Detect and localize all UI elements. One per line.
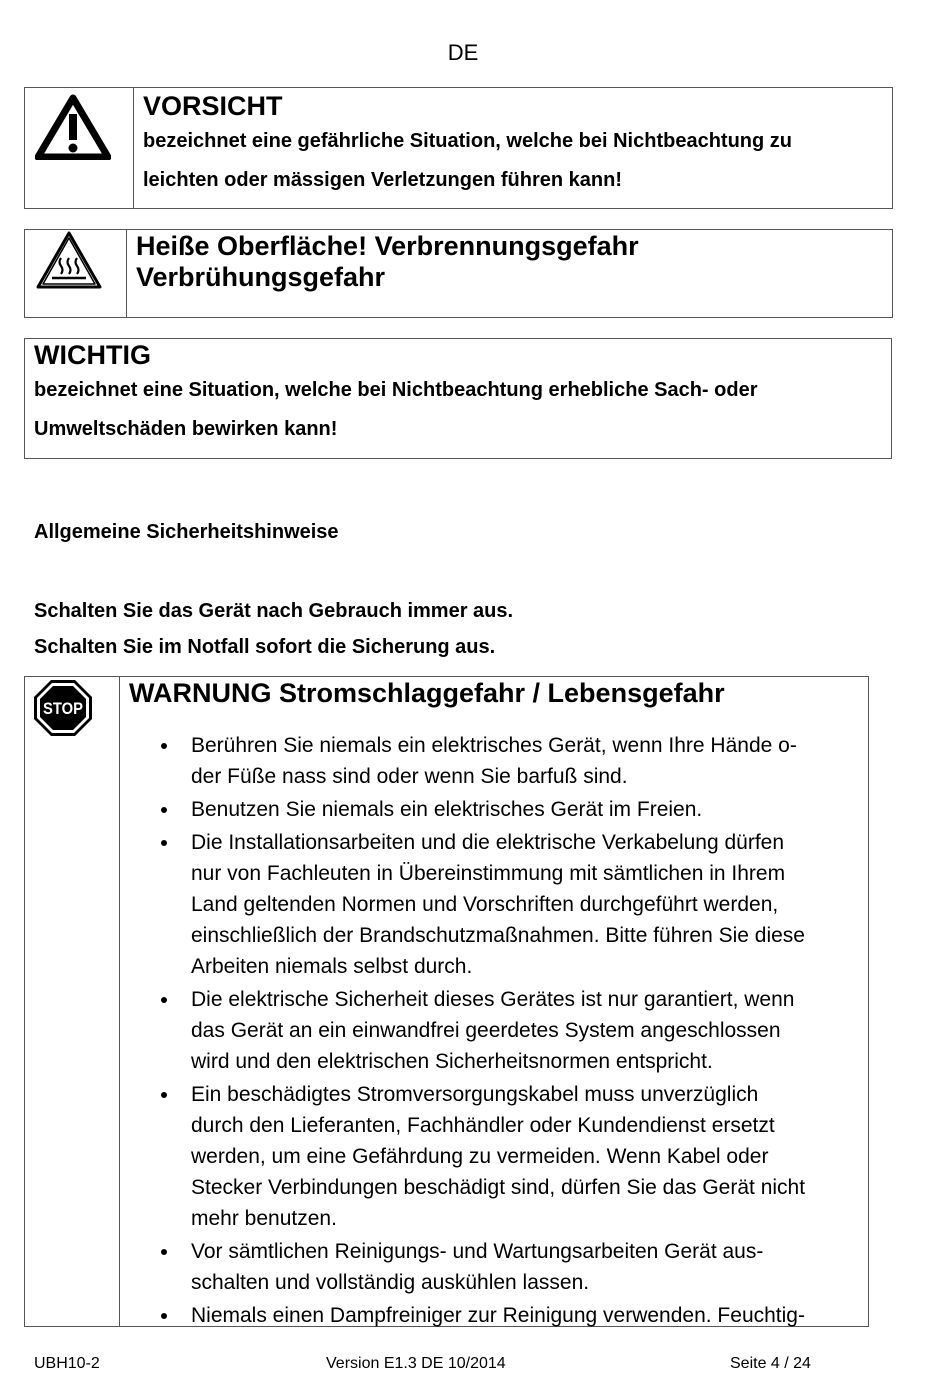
important-title: WICHTIG <box>34 340 151 370</box>
instruction-line: Schalten Sie das Gerät nach Gebrauch immer aus. <box>34 600 514 622</box>
warning-box <box>24 676 869 1327</box>
important-text-line: Umweltschäden bewirken kann! <box>34 418 338 440</box>
language-label: DE <box>447 40 479 65</box>
list-item: Benutzen Sie niemals ein elektrisches Gerät im Freien. <box>119 794 865 825</box>
list-item: Berühren Sie niemals ein elektrisches Gerät, wenn Ihre Hände o- der Füße nass sind oder wenn Sie barfuß sind. <box>119 730 865 792</box>
caution-title: VORSICHT <box>143 91 283 121</box>
instruction-line: Schalten Sie im Notfall sofort die Sicherung aus. <box>34 636 496 658</box>
hot-surface-title: Heiße Oberfläche! Verbrennungsgefahr <box>136 231 639 261</box>
list-item: Ein beschädigtes Stromversorgungskabel muss unverzüglich durch den Lieferanten, Fachhändler oder Kundendienst ersetzt werden, um eine Gefährdung zu vermeiden. Wenn Kabel oder Stecker Verbindungen beschädigt sind, dürfen Sie das Gerät nicht mehr benutzen. <box>119 1079 865 1234</box>
list-item: Die elektrische Sicherheit dieses Gerätes ist nur garantiert, wenn das Gerät an ein einwandfrei geerdetes System angeschlossen wird und den elektrischen Sicherheitsnormen entspricht. <box>119 984 865 1077</box>
footer-model: UBH10-2 <box>34 1355 100 1372</box>
list-item: Niemals einen Dampfreiniger zur Reinigung verwenden. Feuchtig- <box>119 1300 865 1331</box>
stop-sign-label: STOP <box>43 699 83 718</box>
footer-page-number: Seite 4 / 24 <box>730 1355 811 1372</box>
list-item: Die Installationsarbeiten und die elektrische Verkabelung dürfen nur von Fachleuten in Übereinstimmung mit sämtlichen in Ihrem Land geltenden Normen und Vorschriften durchgeführt werden, einschließlich der Brandschutzmaßnahmen. Bitte führen Sie diese Arbeiten niemals selbst durch. <box>119 827 865 982</box>
caution-box <box>24 87 893 209</box>
section-heading: Allgemeine Sicherheitshinweise <box>34 521 339 543</box>
hot-surface-icon <box>35 230 103 290</box>
caution-text-line: bezeichnet eine gefährliche Situation, welche bei Nichtbeachtung zu <box>143 130 793 152</box>
hot-surface-box <box>24 229 893 318</box>
footer-version: Version E1.3 DE 10/2014 <box>326 1355 506 1372</box>
warning-list <box>119 730 865 1331</box>
important-box <box>24 338 892 459</box>
stop-sign-icon <box>33 679 93 737</box>
warning-title: WARNUNG Stromschlaggefahr / Lebensgefahr <box>129 678 725 708</box>
important-text-line: bezeichnet eine Situation, welche bei Nichtbeachtung erhebliche Sach- oder <box>34 379 758 401</box>
hot-surface-title: Verbrühungsgefahr <box>136 262 386 292</box>
warning-triangle-icon <box>35 94 111 160</box>
list-item: Vor sämtlichen Reinigungs- und Wartungsarbeiten Gerät aus- schalten und vollständig auskühlen lassen. <box>119 1236 865 1298</box>
caution-text-line: leichten oder mässigen Verletzungen führen kann! <box>143 169 622 191</box>
